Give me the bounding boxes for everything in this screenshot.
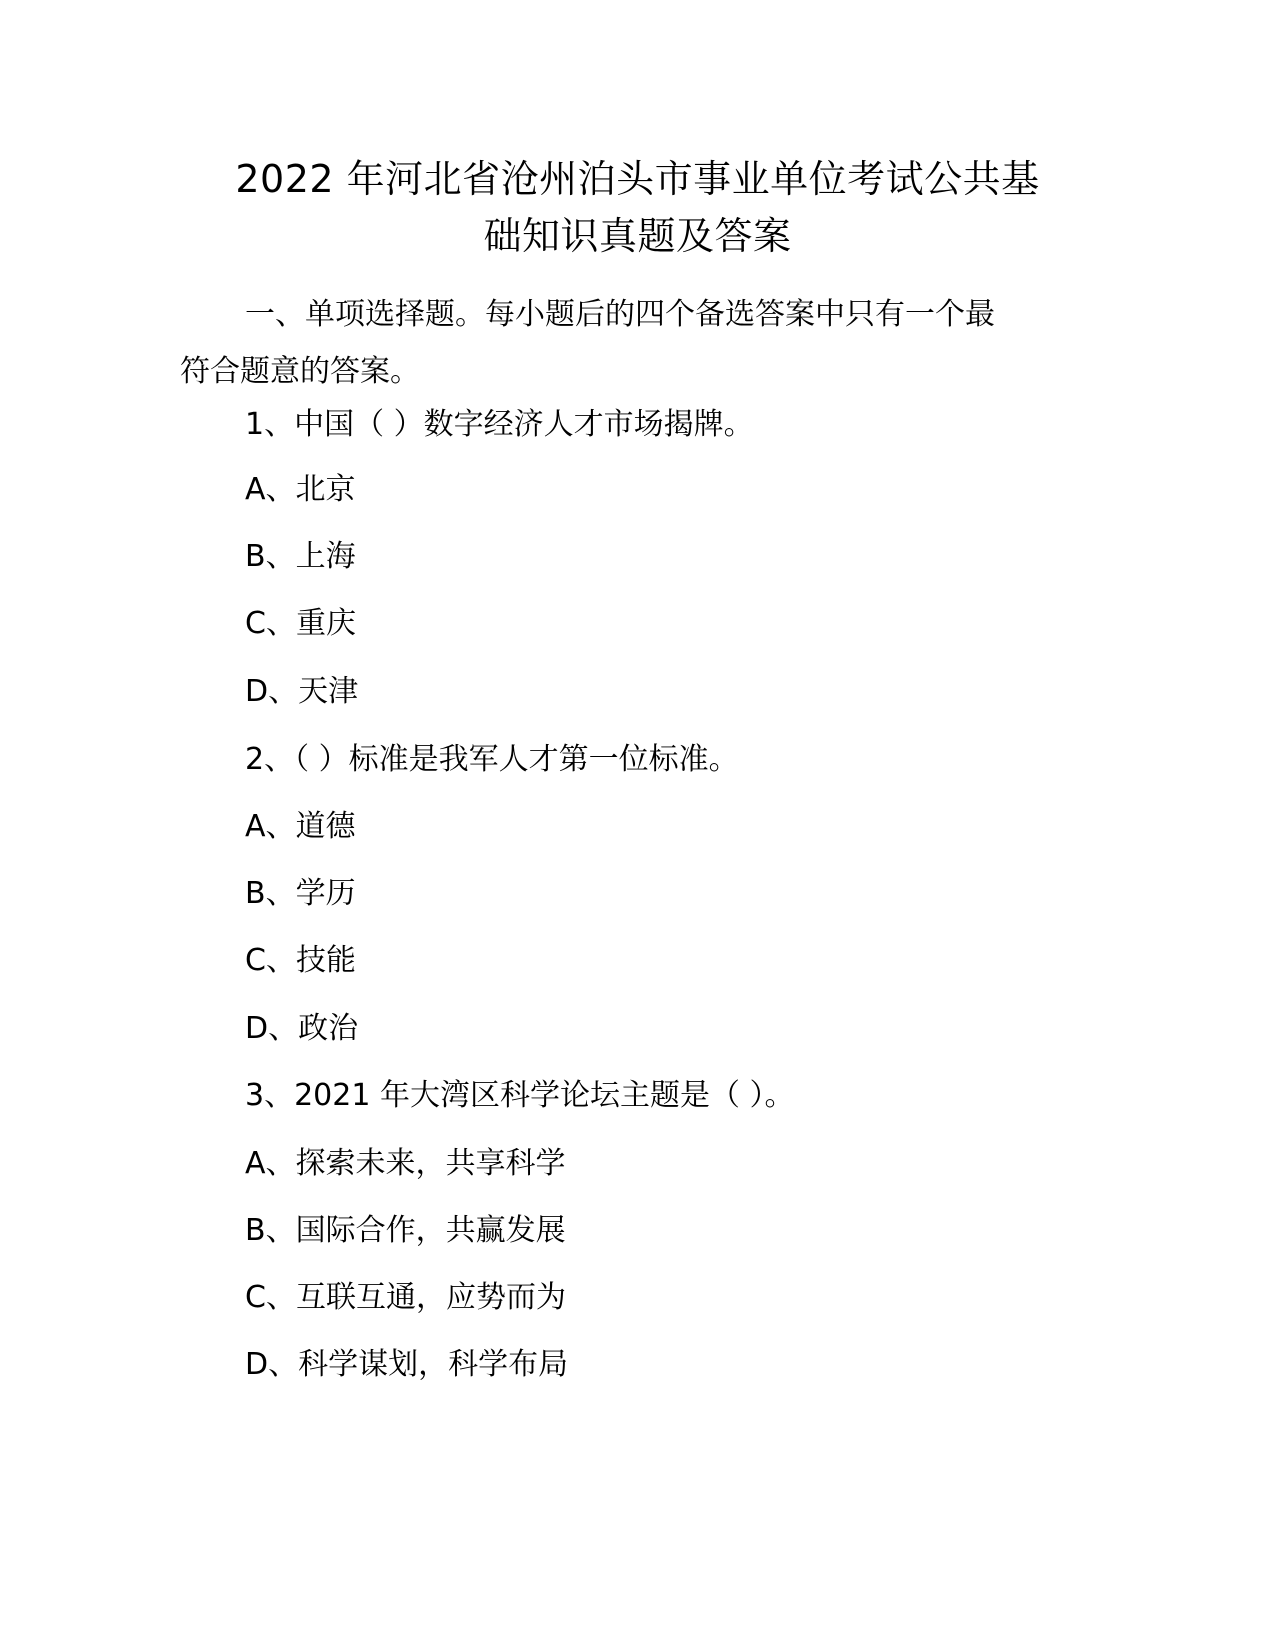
- question-3-option-c: C、互联互通，应势而为: [245, 1280, 566, 1315]
- question-3-option-a: A、探索未来，共享科学: [245, 1146, 566, 1181]
- question-2-stem: 2、（ ）标准是我军人才第一位标准。: [245, 742, 739, 777]
- question-2-option-c: C、技能: [245, 943, 356, 978]
- question-1-option-b: B、上海: [245, 539, 356, 574]
- question-1-option-a: A、北京: [245, 472, 356, 507]
- document-title-line-2: 础知识真题及答案: [483, 214, 792, 258]
- question-1-option-c: C、重庆: [245, 606, 356, 641]
- document-title-line-1: 2022 年河北省沧州泊头市事业单位考试公共基: [235, 157, 1040, 201]
- question-1-stem: 1、中国（ ）数字经济人才市场揭牌。: [245, 407, 754, 442]
- question-3-option-b: B、国际合作，共赢发展: [245, 1213, 566, 1248]
- section-instruction-line-1: 一、单项选择题。每小题后的四个备选答案中只有一个最: [245, 297, 995, 332]
- question-2-option-b: B、学历: [245, 876, 356, 911]
- question-2-option-a: A、道德: [245, 809, 356, 844]
- section-instruction-line-2: 符合题意的答案。: [180, 354, 420, 389]
- question-3-stem: 3、2021 年大湾区科学论坛主题是（ ）。: [245, 1078, 795, 1113]
- question-1-option-d: D、天津: [245, 674, 359, 709]
- question-3-option-d: D、科学谋划，科学布局: [245, 1347, 569, 1382]
- question-2-option-d: D、政治: [245, 1011, 359, 1046]
